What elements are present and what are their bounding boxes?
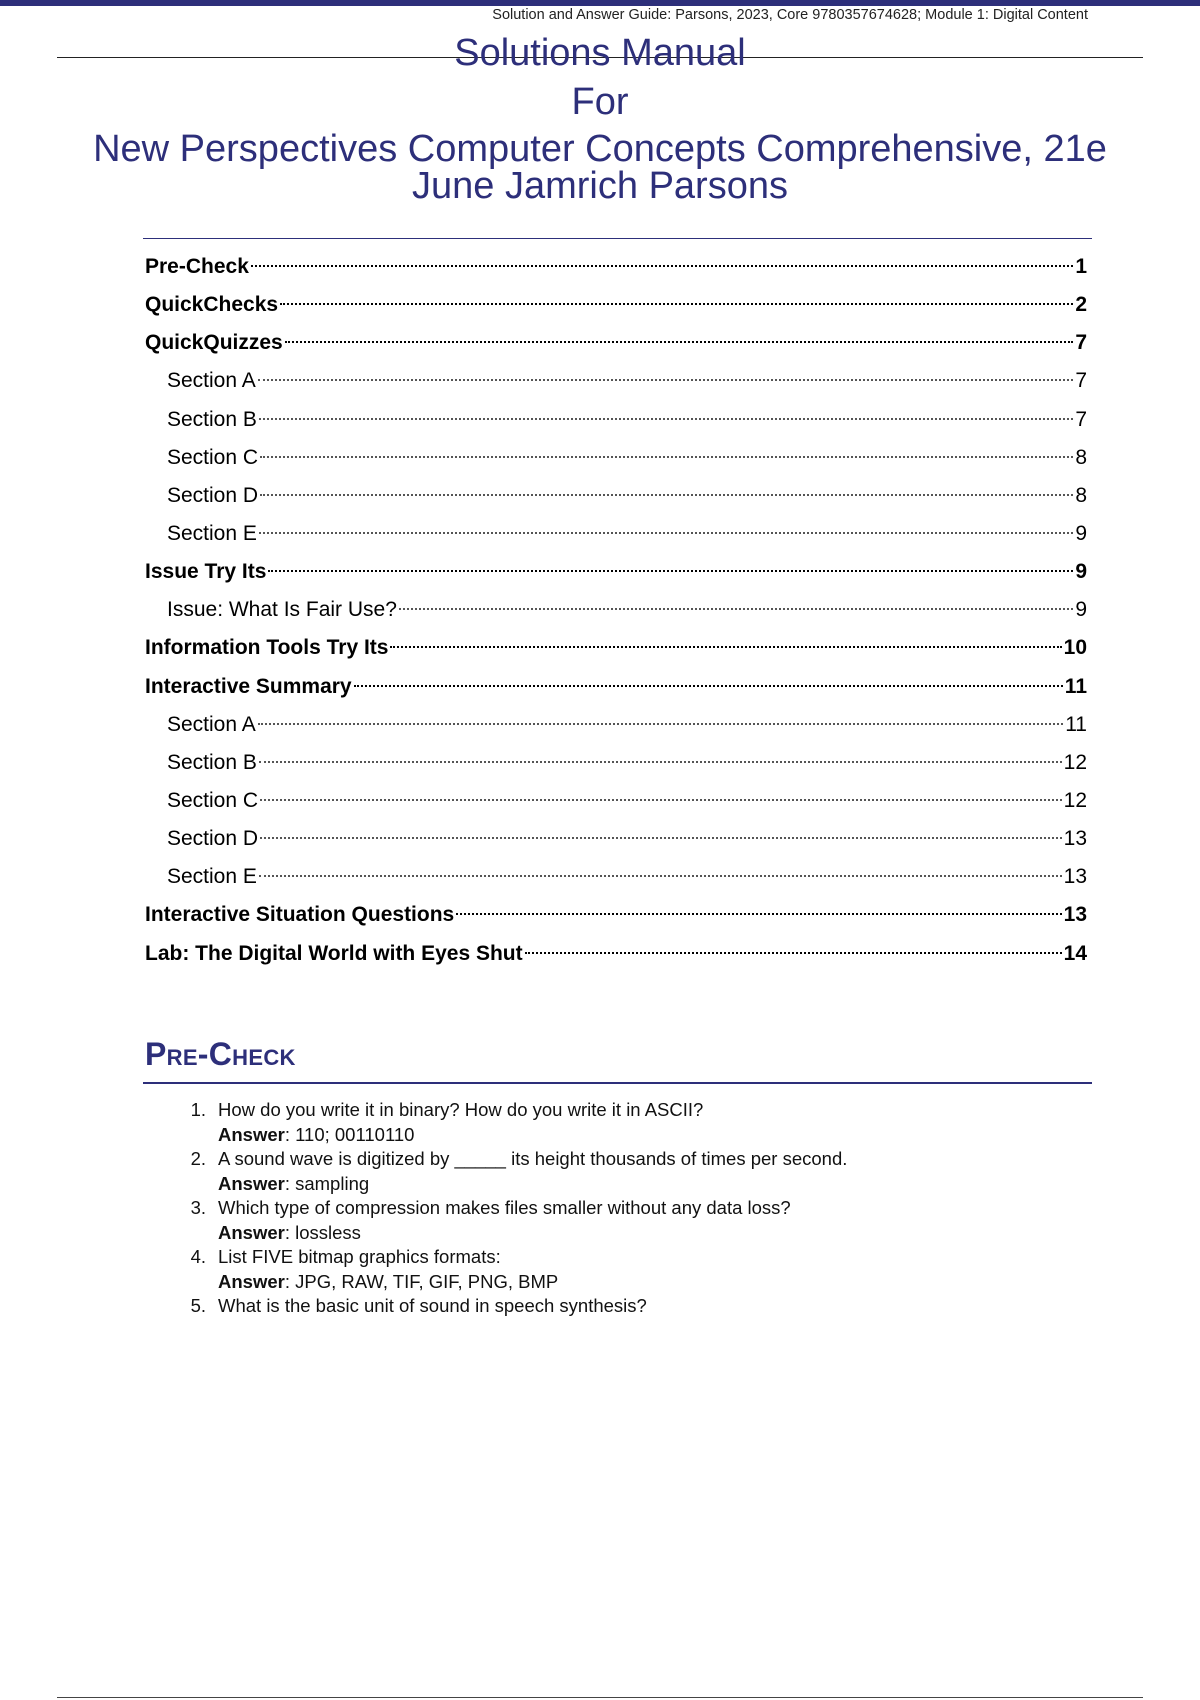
answer-label: Answer — [218, 1172, 285, 1194]
author-name: June Jamrich Parsons — [412, 165, 788, 207]
toc-entry[interactable] — [145, 668, 1087, 706]
toc-entry[interactable] — [145, 629, 1087, 667]
toc-entry-page: 14 — [1063, 941, 1087, 965]
toc-entry-page: 9 — [1075, 521, 1087, 545]
toc-dot-leader — [390, 646, 1061, 648]
answer-label: Answer — [218, 1221, 285, 1243]
question-number: 5. — [190, 1295, 206, 1316]
answer-line: Answer: lossless — [218, 1221, 361, 1243]
question-text: A sound wave is digitized by _____ its height thousands of times per second. — [218, 1148, 848, 1169]
precheck-rule — [143, 1082, 1092, 1084]
question-number: 4. — [190, 1246, 206, 1267]
toc-dot-leader — [260, 799, 1062, 801]
toc-entry-label: Section E — [167, 521, 257, 545]
precheck-question — [180, 1245, 1060, 1294]
answer-text: lossless — [295, 1221, 361, 1243]
toc-entry[interactable] — [145, 744, 1087, 782]
toc-entry-page: 7 — [1075, 369, 1087, 393]
toc-dot-leader — [259, 761, 1062, 763]
toc-dot-leader — [260, 837, 1062, 839]
table-of-contents — [145, 248, 1087, 973]
book-title: New Perspectives Computer Concepts Comprehensive, 21e — [93, 128, 1107, 170]
question-number: 2. — [190, 1148, 206, 1169]
toc-entry[interactable] — [145, 362, 1087, 400]
toc-dot-leader — [260, 456, 1073, 458]
toc-entry-label: Interactive Situation Questions — [145, 903, 455, 927]
toc-entry[interactable] — [145, 706, 1087, 744]
toc-entry[interactable] — [145, 820, 1087, 858]
toc-entry[interactable] — [145, 591, 1087, 629]
toc-entry-page: 11 — [1064, 674, 1087, 698]
toc-entry[interactable] — [145, 553, 1087, 591]
toc-entry-page: 7 — [1075, 407, 1087, 431]
precheck-question — [180, 1147, 1060, 1196]
toc-entry-label: Lab: The Digital World with Eyes Shut — [145, 941, 523, 965]
toc-entry[interactable] — [145, 858, 1087, 896]
toc-entry-label: QuickQuizzes — [145, 331, 283, 355]
toc-entry-page: 7 — [1075, 331, 1087, 355]
toc-entry-label: Section B — [167, 750, 257, 774]
toc-entry-label: Pre-Check — [145, 255, 249, 278]
toc-entry[interactable] — [145, 515, 1087, 553]
precheck-question — [180, 1294, 1060, 1319]
toc-dot-leader — [251, 265, 1073, 267]
toc-entry-label: Issue Try Its — [145, 560, 267, 584]
toc-entry[interactable] — [145, 286, 1087, 324]
toc-entry-page: 1 — [1075, 255, 1087, 278]
footer-rule — [57, 1697, 1143, 1698]
toc-dot-leader — [260, 494, 1073, 496]
toc-entry[interactable] — [145, 324, 1087, 362]
question-text: What is the basic unit of sound in speech synthesis? — [218, 1295, 647, 1316]
toc-entry-page: 13 — [1063, 903, 1087, 927]
question-text: Which type of compression makes files smaller without any data loss? — [218, 1197, 791, 1218]
toc-entry-page: 11 — [1065, 712, 1087, 736]
toc-entry-label: Information Tools Try Its — [145, 636, 389, 660]
toc-entry[interactable] — [145, 896, 1087, 934]
toc-entry-page: 12 — [1063, 750, 1087, 774]
question-number: 3. — [190, 1197, 206, 1218]
toc-entry-page: 9 — [1075, 598, 1087, 622]
toc-entry-label: Section D — [167, 483, 259, 507]
question-text: How do you write it in binary? How do you write it in ASCII? — [218, 1099, 704, 1120]
question-text: List FIVE bitmap graphics formats: — [218, 1246, 501, 1267]
toc-dot-leader — [259, 418, 1073, 420]
toc-entry-label: Interactive Summary — [145, 674, 352, 698]
answer-text: sampling — [295, 1172, 370, 1194]
running-header: Solution and Answer Guide: Parsons, 2023, Core 9780357674628; Module 1: Digital Content — [492, 7, 1088, 23]
title-line-2: For — [571, 81, 629, 123]
title-line-1: Solutions Manual — [454, 32, 746, 74]
toc-dot-leader — [285, 341, 1074, 343]
toc-entry-page: 12 — [1063, 788, 1087, 812]
toc-dot-leader — [399, 608, 1073, 610]
toc-entry-page: 9 — [1075, 560, 1087, 584]
precheck-question — [180, 1098, 1060, 1147]
top-color-bar — [0, 0, 1200, 6]
toc-dot-leader — [259, 532, 1073, 534]
answer-line: Answer: JPG, RAW, TIF, GIF, PNG, BMP — [218, 1270, 559, 1292]
answer-label: Answer — [218, 1270, 285, 1292]
toc-entry-label: Section D — [167, 827, 259, 851]
toc-entry-page: 8 — [1075, 445, 1087, 469]
toc-entry-label: Section A — [167, 712, 256, 736]
toc-entry-page: 2 — [1075, 293, 1087, 317]
toc-entry[interactable] — [145, 477, 1087, 515]
precheck-question-list — [180, 1098, 1060, 1319]
toc-entry-label: Section A — [167, 369, 256, 393]
toc-entry-page: 8 — [1075, 483, 1087, 507]
toc-entry-label: Section B — [167, 407, 257, 431]
toc-entry[interactable] — [145, 248, 1087, 286]
toc-entry[interactable] — [145, 439, 1087, 477]
toc-entry-label: Section C — [167, 445, 259, 469]
toc-entry-label: Section E — [167, 865, 257, 889]
answer-label: Answer — [218, 1123, 285, 1145]
toc-dot-leader — [354, 685, 1063, 687]
toc-dot-leader — [258, 379, 1074, 381]
toc-top-rule — [143, 238, 1092, 239]
toc-entry-label: QuickChecks — [145, 293, 279, 317]
toc-dot-leader — [258, 723, 1063, 725]
toc-entry-label: Section C — [167, 788, 259, 812]
precheck-heading: Pre-Check — [145, 1036, 296, 1072]
toc-entry[interactable] — [145, 782, 1087, 820]
toc-dot-leader — [525, 952, 1062, 954]
toc-dot-leader — [259, 875, 1062, 877]
question-number: 1. — [190, 1099, 206, 1120]
toc-dot-leader — [268, 570, 1073, 572]
answer-line: Answer: sampling — [218, 1172, 370, 1194]
toc-entry-page: 13 — [1063, 865, 1087, 889]
toc-entry-label: Issue: What Is Fair Use? — [167, 598, 397, 622]
toc-dot-leader — [280, 303, 1073, 305]
toc-entry[interactable] — [145, 401, 1087, 439]
toc-entry[interactable] — [145, 935, 1087, 973]
answer-line: Answer: 110; 00110110 — [218, 1123, 415, 1145]
toc-dot-leader — [456, 913, 1061, 915]
title-block — [0, 28, 1200, 207]
answer-text: 110; 00110110 — [295, 1123, 415, 1145]
toc-entry-page: 10 — [1063, 636, 1087, 660]
toc-entry-page: 13 — [1063, 827, 1087, 851]
precheck-question — [180, 1196, 1060, 1245]
answer-text: JPG, RAW, TIF, GIF, PNG, BMP — [295, 1270, 559, 1292]
